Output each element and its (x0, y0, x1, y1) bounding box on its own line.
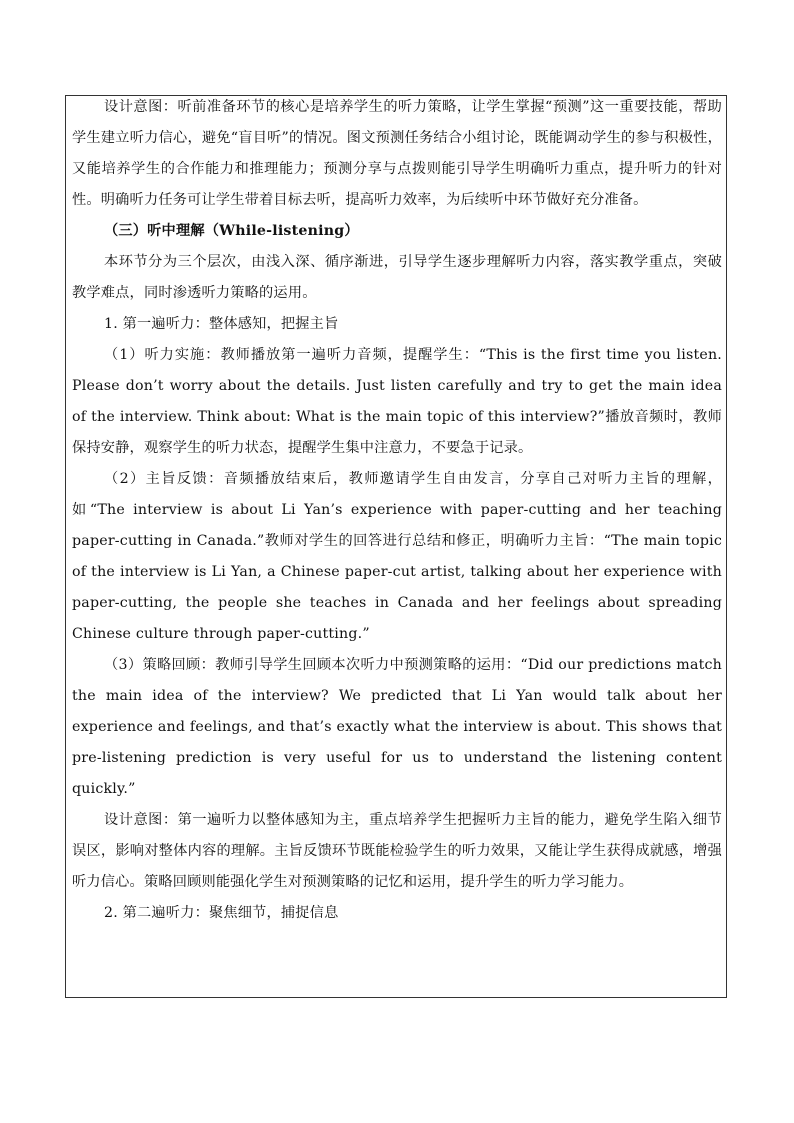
subsection-heading-second-listening: 2. 第二遍听力：聚焦细节，捕捉信息 (104, 905, 339, 921)
subsection-heading-first-listening: 1. 第一遍听力：整体感知，把握主旨 (104, 316, 339, 332)
design-intent-paragraph: 设计意图：听前准备环节的核心是培养学生的听力策略，让学生掌握“预测”这一重要技能，帮助学生建立听力信心，避免“盲目听”的情况。图文预测任务结合小组讨论，既能调动学生的参与积极性，又能培养学生的合作能力和推理能力；预测分享与点拨则能引导学生明确听力重点，提升听力的针对性。明确听力任务可让学生带着目标去听，提高听力效率，为后续听中环节做好充分准备。 (72, 99, 722, 208)
section-heading: （三）听中理解（While-listening） (104, 223, 359, 239)
document-body (72, 92, 722, 929)
section-intro-paragraph: 本环节分为三个层次，由浅入深、循序渐进，引导学生逐步理解听力内容，落实教学重点，突破教学难点，同时渗透听力策略的运用。 (72, 254, 722, 301)
strategy-review-paragraph: （3）策略回顾：教师引导学生回顾本次听力中预测策略的运用：“Did our predictions match the main idea of the interview? We predicted that Li Yan would talk about her experience and feelings, and that’s exactly what the interview is about. This shows that pre-listening prediction is very useful for us to understand the listening content quickly.” (72, 657, 722, 797)
design-intent-paragraph-2: 设计意图：第一遍听力以整体感知为主，重点培养学生把握听力主旨的能力，避免学生陷入细节误区，影响对整体内容的理解。主旨反馈环节既能检验学生的听力效果，又能让学生获得成就感，增强听力信心。策略回顾则能强化学生对预测策略的记忆和运用，提升学生的听力学习能力。 (72, 812, 722, 890)
listening-implementation-paragraph: （1）听力实施：教师播放第一遍听力音频，提醒学生：“This is the first time you listen. Please don’t worry about the details. Just listen carefully and try to get the main idea of the interview. Think about: What is the main topic of this interview?”播放音频时，教师保持安静，观察学生的听力状态，提醒学生集中注意力，不要急于记录。 (72, 347, 722, 456)
main-idea-feedback-paragraph: （2）主旨反馈：音频播放结束后，教师邀请学生自由发言，分享自己对听力主旨的理解，如“The interview is about Li Yan’s experience with paper-cutting and her teaching paper-cutting in Canada.”教师对学生的回答进行总结和修正，明确听力主旨：“The main topic of the interview is Li Yan, a Chinese paper-cut artist, talking about her experience with paper-cutting, the people she teaches in Canada and her feelings about spreading Chinese culture through paper-cutting.” (72, 471, 722, 642)
